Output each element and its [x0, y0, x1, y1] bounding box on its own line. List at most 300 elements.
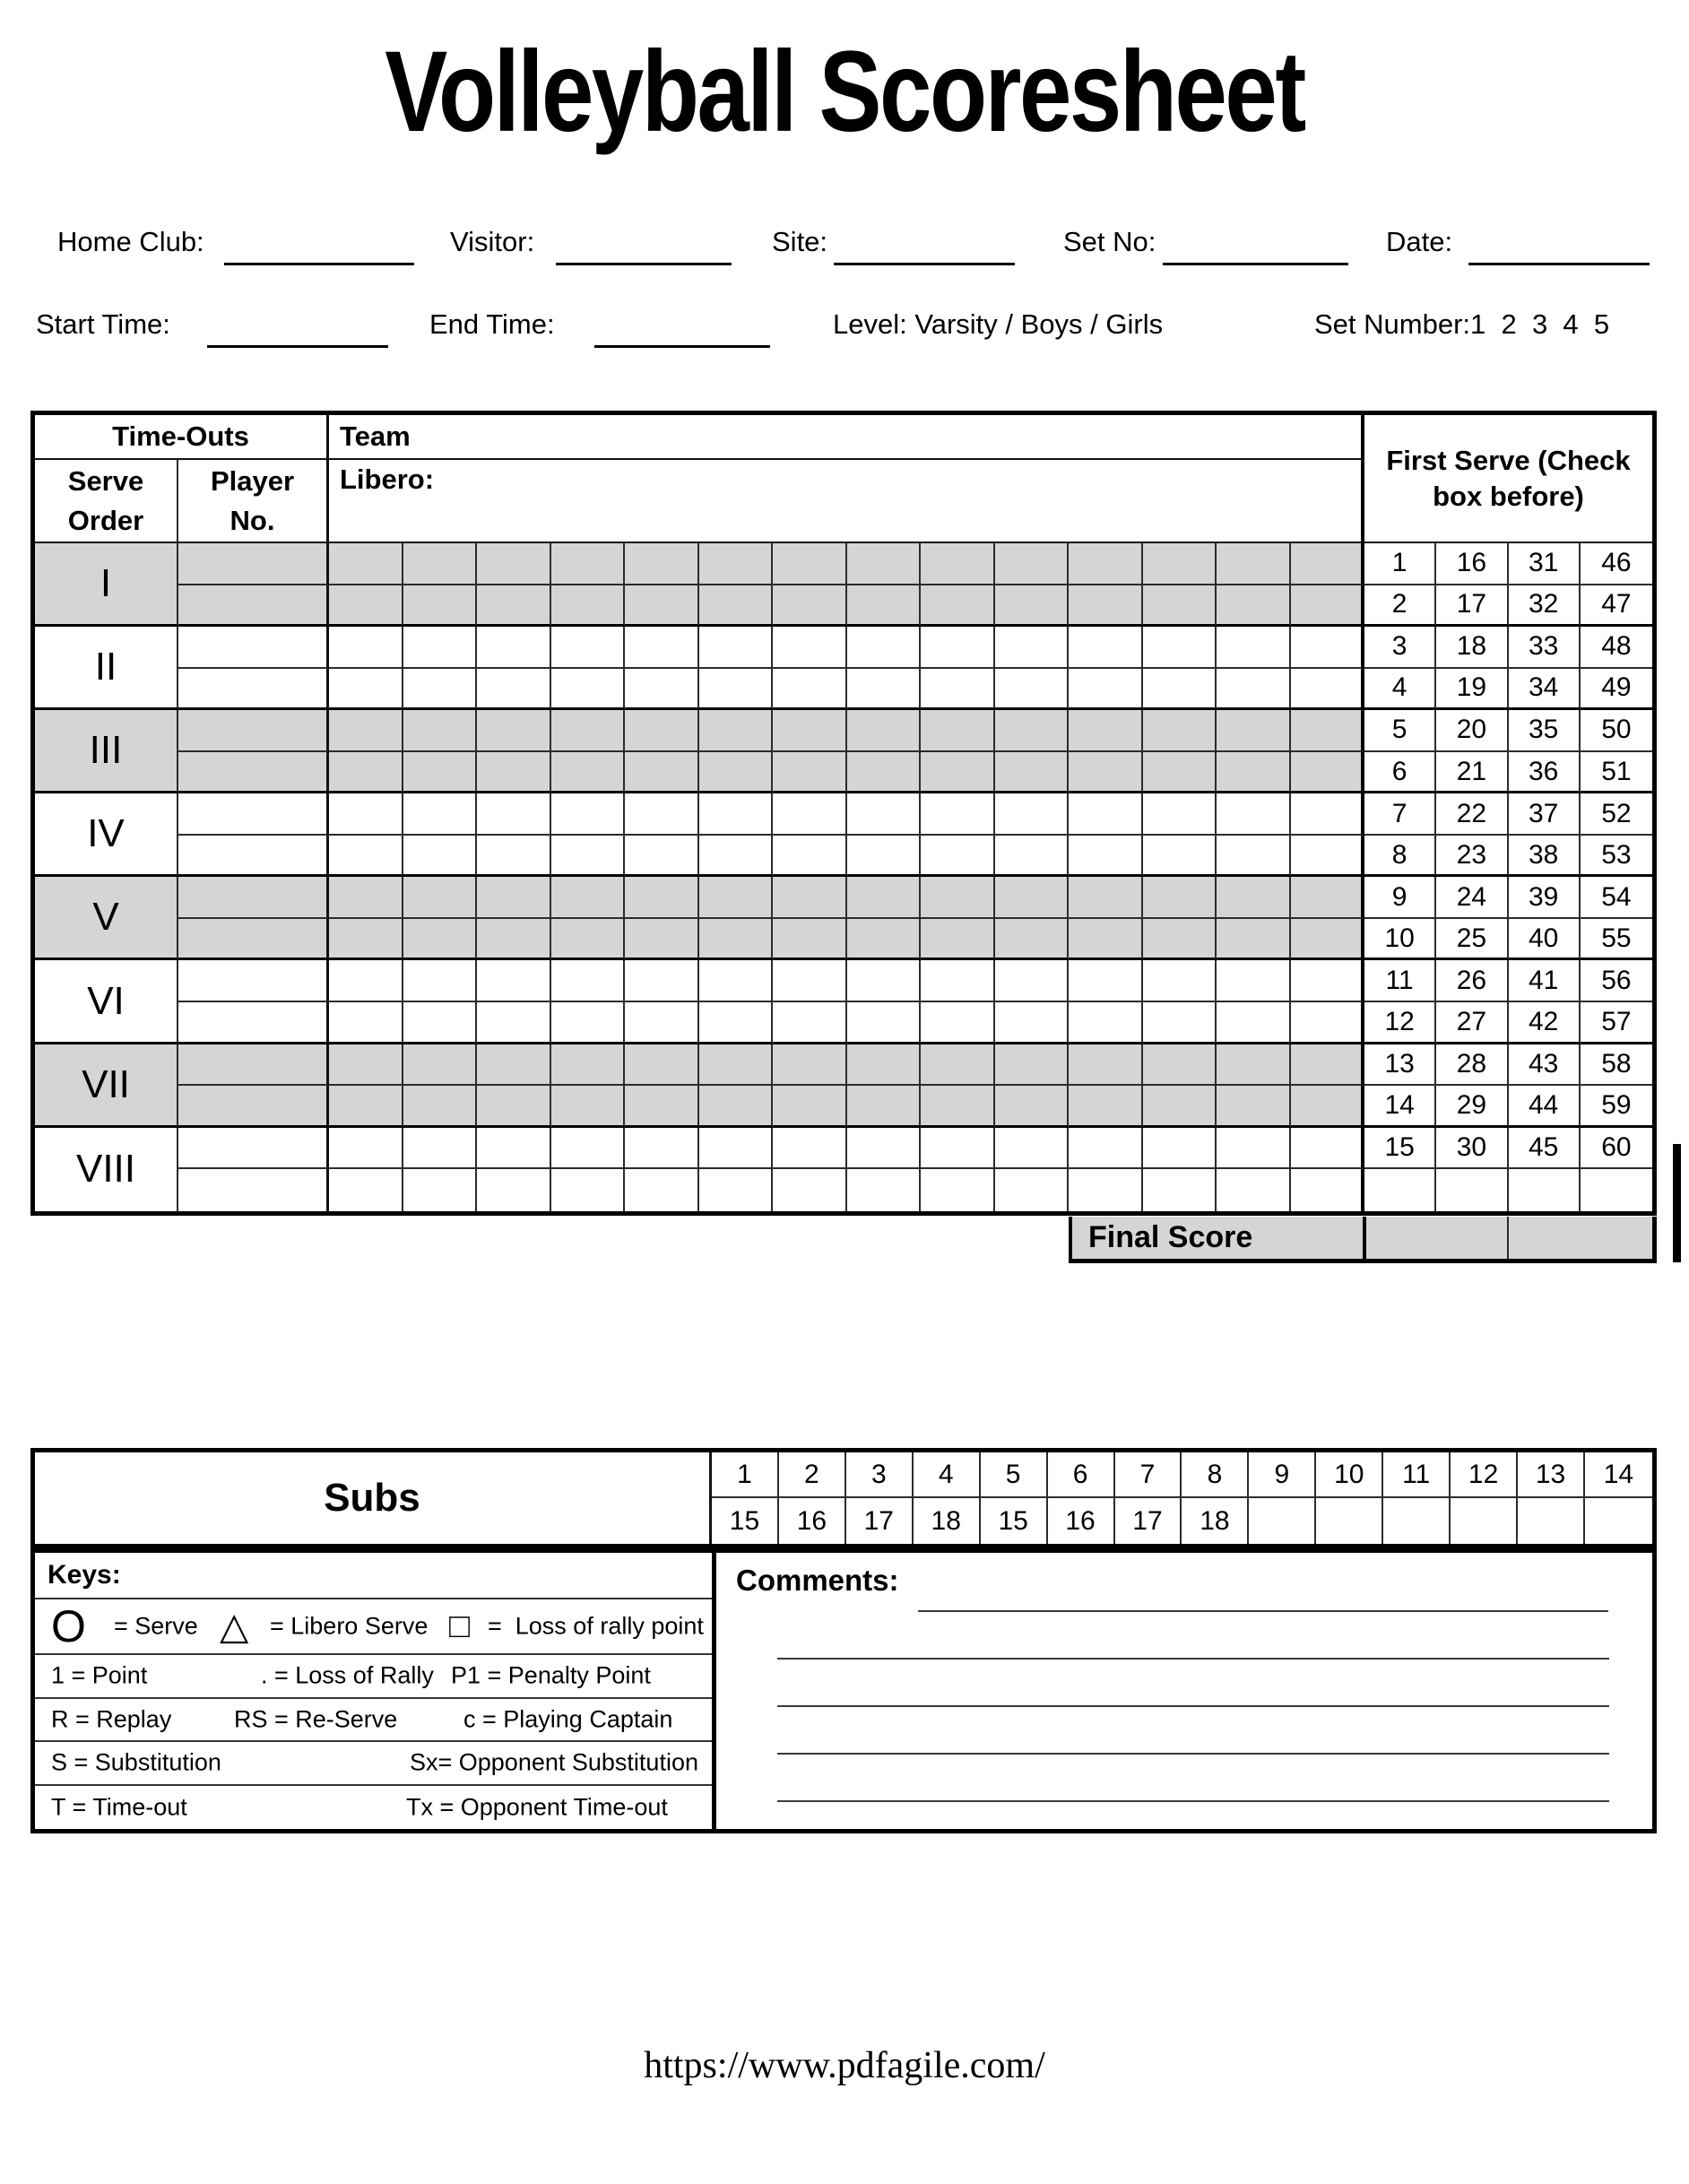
score-cell[interactable]: [1143, 1169, 1217, 1211]
score-cell[interactable]: [847, 710, 922, 752]
score-cell[interactable]: [699, 585, 774, 628]
score-cell[interactable]: [403, 710, 478, 752]
score-cell[interactable]: [921, 543, 995, 585]
subs-number-cell[interactable]: 6: [1048, 1452, 1115, 1498]
score-cell[interactable]: [1143, 669, 1217, 711]
score-cell[interactable]: [477, 752, 551, 794]
first-serve-number-cell[interactable]: 27: [1436, 1002, 1508, 1044]
score-cell[interactable]: [773, 752, 847, 794]
score-cell[interactable]: [847, 585, 922, 628]
score-cell[interactable]: [1143, 793, 1217, 836]
subs-number-cell[interactable]: 9: [1249, 1452, 1316, 1498]
first-serve-number-cell[interactable]: 36: [1509, 752, 1581, 794]
score-cell[interactable]: [551, 1044, 626, 1087]
score-cell[interactable]: [1143, 1086, 1217, 1128]
score-cell[interactable]: [1291, 919, 1365, 961]
first-serve-number-cell[interactable]: 7: [1364, 793, 1436, 836]
score-cell[interactable]: [995, 585, 1070, 628]
score-cell[interactable]: [403, 627, 478, 669]
score-cell[interactable]: [625, 752, 699, 794]
first-serve-number-cell[interactable]: 45: [1509, 1128, 1581, 1170]
score-cell[interactable]: [847, 836, 922, 878]
score-cell[interactable]: [551, 585, 626, 628]
subs-number-cell[interactable]: 11: [1383, 1452, 1451, 1498]
subs-number-cell[interactable]: 7: [1115, 1452, 1182, 1498]
score-cell[interactable]: [773, 1002, 847, 1044]
score-cell[interactable]: [403, 960, 478, 1002]
score-cell[interactable]: [1069, 585, 1143, 628]
first-serve-number-cell[interactable]: 20: [1436, 710, 1508, 752]
subs-number-cell[interactable]: 16: [779, 1498, 846, 1544]
first-serve-number-cell[interactable]: 43: [1509, 1044, 1581, 1087]
score-cell[interactable]: [329, 960, 403, 1002]
score-cell[interactable]: [625, 669, 699, 711]
score-cell[interactable]: [847, 919, 922, 961]
first-serve-number-cell[interactable]: 28: [1436, 1044, 1508, 1087]
score-cell[interactable]: [699, 960, 774, 1002]
score-cell[interactable]: [995, 710, 1070, 752]
score-cell[interactable]: [995, 1169, 1070, 1211]
score-cell[interactable]: [403, 1002, 478, 1044]
first-serve-number-cell[interactable]: 26: [1436, 960, 1508, 1002]
score-cell[interactable]: [847, 1086, 922, 1128]
subs-number-cell[interactable]: [1316, 1498, 1383, 1544]
score-cell[interactable]: [551, 1169, 626, 1211]
first-serve-number-cell[interactable]: 41: [1509, 960, 1581, 1002]
score-cell[interactable]: [551, 960, 626, 1002]
score-cell[interactable]: [1291, 1086, 1365, 1128]
score-cell[interactable]: [995, 1044, 1070, 1087]
score-cell[interactable]: [1291, 1169, 1365, 1211]
score-cell[interactable]: [847, 752, 922, 794]
score-cell[interactable]: [403, 1128, 478, 1170]
score-cell[interactable]: [1291, 877, 1365, 919]
comment-line[interactable]: [777, 1705, 1609, 1707]
first-serve-number-cell[interactable]: 32: [1509, 585, 1581, 628]
first-serve-number-cell[interactable]: 56: [1581, 960, 1652, 1002]
subs-number-cell[interactable]: [1451, 1498, 1518, 1544]
subs-number-cell[interactable]: 8: [1182, 1452, 1249, 1498]
score-cell[interactable]: [995, 877, 1070, 919]
first-serve-number-cell[interactable]: 19: [1436, 669, 1508, 711]
score-cell[interactable]: [773, 585, 847, 628]
player-no-cell[interactable]: [178, 710, 329, 752]
score-cell[interactable]: [699, 1169, 774, 1211]
player-no-cell[interactable]: [178, 1086, 329, 1128]
score-cell[interactable]: [329, 585, 403, 628]
first-serve-number-cell[interactable]: 42: [1509, 1002, 1581, 1044]
score-cell[interactable]: [1069, 877, 1143, 919]
score-cell[interactable]: [921, 627, 995, 669]
subs-number-cell[interactable]: 17: [846, 1498, 914, 1544]
score-cell[interactable]: [625, 585, 699, 628]
score-cell[interactable]: [1217, 960, 1291, 1002]
first-serve-number-cell[interactable]: 4: [1364, 669, 1436, 711]
score-cell[interactable]: [1291, 1128, 1365, 1170]
first-serve-number-cell[interactable]: 15: [1364, 1128, 1436, 1170]
player-no-cell[interactable]: [178, 793, 329, 836]
score-cell[interactable]: [477, 710, 551, 752]
home-club-field[interactable]: [224, 263, 414, 265]
score-cell[interactable]: [403, 1086, 478, 1128]
comment-line[interactable]: [918, 1610, 1608, 1612]
subs-number-cell[interactable]: [1249, 1498, 1316, 1544]
score-cell[interactable]: [699, 669, 774, 711]
score-cell[interactable]: [921, 877, 995, 919]
score-cell[interactable]: [1143, 627, 1217, 669]
score-cell[interactable]: [403, 543, 478, 585]
score-cell[interactable]: [1217, 919, 1291, 961]
subs-number-cell[interactable]: [1518, 1498, 1585, 1544]
score-cell[interactable]: [921, 585, 995, 628]
score-cell[interactable]: [329, 1169, 403, 1211]
score-cell[interactable]: [1291, 1002, 1365, 1044]
score-cell[interactable]: [1069, 669, 1143, 711]
subs-number-cell[interactable]: 2: [779, 1452, 846, 1498]
first-serve-number-cell[interactable]: 17: [1436, 585, 1508, 628]
first-serve-number-cell[interactable]: 44: [1509, 1086, 1581, 1128]
score-cell[interactable]: [1069, 960, 1143, 1002]
score-cell[interactable]: [1069, 543, 1143, 585]
score-cell[interactable]: [773, 1044, 847, 1087]
player-no-cell[interactable]: [178, 836, 329, 878]
score-cell[interactable]: [995, 919, 1070, 961]
score-cell[interactable]: [847, 1002, 922, 1044]
score-cell[interactable]: [995, 627, 1070, 669]
score-cell[interactable]: [1069, 1086, 1143, 1128]
score-cell[interactable]: [477, 836, 551, 878]
score-cell[interactable]: [625, 960, 699, 1002]
subs-number-cell[interactable]: 10: [1316, 1452, 1383, 1498]
first-serve-number-cell[interactable]: 46: [1581, 543, 1652, 585]
comment-line[interactable]: [777, 1658, 1609, 1660]
first-serve-number-cell[interactable]: 22: [1436, 793, 1508, 836]
score-cell[interactable]: [995, 1128, 1070, 1170]
score-cell[interactable]: [995, 960, 1070, 1002]
score-cell[interactable]: [551, 1128, 626, 1170]
first-serve-number-cell[interactable]: 39: [1509, 877, 1581, 919]
score-cell[interactable]: [477, 627, 551, 669]
score-cell[interactable]: [551, 1086, 626, 1128]
score-cell[interactable]: [625, 627, 699, 669]
score-cell[interactable]: [995, 836, 1070, 878]
score-cell[interactable]: [921, 793, 995, 836]
score-cell[interactable]: [1217, 1128, 1291, 1170]
score-cell[interactable]: [1143, 1128, 1217, 1170]
first-serve-number-cell[interactable]: 13: [1364, 1044, 1436, 1087]
score-cell[interactable]: [699, 793, 774, 836]
first-serve-number-cell[interactable]: 31: [1509, 543, 1581, 585]
score-cell[interactable]: [773, 793, 847, 836]
libero-cell[interactable]: Libero:: [329, 460, 1364, 543]
final-score-home-cell[interactable]: [1366, 1217, 1510, 1259]
score-cell[interactable]: [1217, 1044, 1291, 1087]
score-cell[interactable]: [329, 1128, 403, 1170]
score-cell[interactable]: [329, 627, 403, 669]
score-cell[interactable]: [403, 836, 478, 878]
first-serve-number-cell[interactable]: 11: [1364, 960, 1436, 1002]
score-cell[interactable]: [1217, 543, 1291, 585]
date-field[interactable]: [1468, 263, 1650, 265]
score-cell[interactable]: [1291, 1044, 1365, 1087]
player-no-cell[interactable]: [178, 585, 329, 628]
score-cell[interactable]: [1143, 543, 1217, 585]
score-cell[interactable]: [1069, 627, 1143, 669]
score-cell[interactable]: [847, 543, 922, 585]
visitor-field[interactable]: [556, 263, 732, 265]
subs-number-cell[interactable]: [1383, 1498, 1451, 1544]
score-cell[interactable]: [773, 836, 847, 878]
first-serve-number-cell[interactable]: 23: [1436, 836, 1508, 878]
score-cell[interactable]: [847, 627, 922, 669]
score-cell[interactable]: [625, 1044, 699, 1087]
score-cell[interactable]: [847, 877, 922, 919]
score-cell[interactable]: [1291, 669, 1365, 711]
score-cell[interactable]: [773, 669, 847, 711]
score-cell[interactable]: [847, 793, 922, 836]
score-cell[interactable]: [477, 1044, 551, 1087]
score-cell[interactable]: [625, 1128, 699, 1170]
first-serve-number-cell[interactable]: 25: [1436, 919, 1508, 961]
first-serve-number-cell[interactable]: 40: [1509, 919, 1581, 961]
score-cell[interactable]: [1069, 793, 1143, 836]
first-serve-number-cell[interactable]: 51: [1581, 752, 1652, 794]
first-serve-number-cell[interactable]: 18: [1436, 627, 1508, 669]
score-cell[interactable]: [773, 960, 847, 1002]
score-cell[interactable]: [1291, 836, 1365, 878]
score-cell[interactable]: [551, 627, 626, 669]
score-cell[interactable]: [1217, 627, 1291, 669]
player-no-cell[interactable]: [178, 627, 329, 669]
score-cell[interactable]: [477, 793, 551, 836]
first-serve-number-cell[interactable]: 48: [1581, 627, 1652, 669]
score-cell[interactable]: [1143, 919, 1217, 961]
first-serve-number-cell[interactable]: 9: [1364, 877, 1436, 919]
score-cell[interactable]: [1291, 752, 1365, 794]
score-cell[interactable]: [329, 1044, 403, 1087]
score-cell[interactable]: [699, 627, 774, 669]
score-cell[interactable]: [847, 1044, 922, 1087]
first-serve-number-cell[interactable]: 47: [1581, 585, 1652, 628]
score-cell[interactable]: [1217, 1169, 1291, 1211]
score-cell[interactable]: [921, 836, 995, 878]
first-serve-number-cell[interactable]: 58: [1581, 1044, 1652, 1087]
score-cell[interactable]: [551, 669, 626, 711]
first-serve-number-cell[interactable]: 12: [1364, 1002, 1436, 1044]
score-cell[interactable]: [403, 585, 478, 628]
score-cell[interactable]: [699, 710, 774, 752]
score-cell[interactable]: [329, 710, 403, 752]
score-cell[interactable]: [699, 877, 774, 919]
score-cell[interactable]: [477, 1086, 551, 1128]
score-cell[interactable]: [329, 1086, 403, 1128]
score-cell[interactable]: [1217, 877, 1291, 919]
score-cell[interactable]: [921, 669, 995, 711]
first-serve-number-cell[interactable]: 29: [1436, 1086, 1508, 1128]
score-cell[interactable]: [477, 1002, 551, 1044]
score-cell[interactable]: [699, 1002, 774, 1044]
first-serve-number-cell[interactable]: 37: [1509, 793, 1581, 836]
subs-number-cell[interactable]: 1: [712, 1452, 779, 1498]
score-cell[interactable]: [773, 877, 847, 919]
score-cell[interactable]: [1069, 1002, 1143, 1044]
score-cell[interactable]: [1143, 877, 1217, 919]
subs-number-cell[interactable]: 12: [1451, 1452, 1518, 1498]
comment-line[interactable]: [777, 1753, 1609, 1755]
score-cell[interactable]: [1069, 1128, 1143, 1170]
subs-number-cell[interactable]: 14: [1585, 1452, 1652, 1498]
score-cell[interactable]: [1217, 836, 1291, 878]
score-cell[interactable]: [551, 919, 626, 961]
score-cell[interactable]: [403, 752, 478, 794]
score-cell[interactable]: [1291, 543, 1365, 585]
score-cell[interactable]: [1291, 960, 1365, 1002]
score-cell[interactable]: [921, 960, 995, 1002]
score-cell[interactable]: [329, 919, 403, 961]
subs-number-cell[interactable]: 15: [712, 1498, 779, 1544]
first-serve-number-cell[interactable]: 35: [1509, 710, 1581, 752]
score-cell[interactable]: [1291, 710, 1365, 752]
score-cell[interactable]: [403, 1044, 478, 1087]
score-cell[interactable]: [477, 1128, 551, 1170]
first-serve-number-cell[interactable]: 16: [1436, 543, 1508, 585]
subs-number-cell[interactable]: 16: [1048, 1498, 1115, 1544]
first-serve-number-cell[interactable]: 10: [1364, 919, 1436, 961]
team-name-cell[interactable]: Team: [329, 415, 1364, 460]
set-no-field[interactable]: [1163, 263, 1348, 265]
score-cell[interactable]: [551, 543, 626, 585]
first-serve-number-cell[interactable]: 30: [1436, 1128, 1508, 1170]
score-cell[interactable]: [847, 1169, 922, 1211]
score-cell[interactable]: [329, 543, 403, 585]
score-cell[interactable]: [403, 793, 478, 836]
score-cell[interactable]: [1217, 585, 1291, 628]
score-cell[interactable]: [403, 669, 478, 711]
score-cell[interactable]: [551, 1002, 626, 1044]
score-cell[interactable]: [1069, 1044, 1143, 1087]
final-score-visitor-cell[interactable]: [1509, 1217, 1652, 1259]
score-cell[interactable]: [995, 752, 1070, 794]
score-cell[interactable]: [699, 752, 774, 794]
score-cell[interactable]: [921, 752, 995, 794]
player-no-cell[interactable]: [178, 1002, 329, 1044]
score-cell[interactable]: [921, 919, 995, 961]
first-serve-number-cell[interactable]: 14: [1364, 1086, 1436, 1128]
score-cell[interactable]: [329, 1002, 403, 1044]
score-cell[interactable]: [1291, 627, 1365, 669]
score-cell[interactable]: [625, 1002, 699, 1044]
site-field[interactable]: [834, 263, 1015, 265]
score-cell[interactable]: [329, 793, 403, 836]
score-cell[interactable]: [773, 1169, 847, 1211]
score-cell[interactable]: [699, 1128, 774, 1170]
first-serve-number-cell[interactable]: 49: [1581, 669, 1652, 711]
first-serve-number-cell[interactable]: 55: [1581, 919, 1652, 961]
score-cell[interactable]: [1291, 585, 1365, 628]
score-cell[interactable]: [1143, 1002, 1217, 1044]
score-cell[interactable]: [551, 877, 626, 919]
score-cell[interactable]: [625, 710, 699, 752]
score-cell[interactable]: [551, 752, 626, 794]
score-cell[interactable]: [1069, 836, 1143, 878]
score-cell[interactable]: [1217, 752, 1291, 794]
score-cell[interactable]: [625, 877, 699, 919]
score-cell[interactable]: [403, 1169, 478, 1211]
first-serve-number-cell[interactable]: 54: [1581, 877, 1652, 919]
score-cell[interactable]: [1069, 1169, 1143, 1211]
score-cell[interactable]: [329, 836, 403, 878]
first-serve-number-cell[interactable]: 53: [1581, 836, 1652, 878]
score-cell[interactable]: [1217, 1002, 1291, 1044]
score-cell[interactable]: [699, 919, 774, 961]
score-cell[interactable]: [995, 543, 1070, 585]
score-cell[interactable]: [1143, 752, 1217, 794]
score-cell[interactable]: [329, 752, 403, 794]
subs-number-cell[interactable]: 15: [981, 1498, 1048, 1544]
first-serve-number-cell[interactable]: [1364, 1169, 1436, 1211]
first-serve-number-cell[interactable]: 21: [1436, 752, 1508, 794]
score-cell[interactable]: [477, 960, 551, 1002]
score-cell[interactable]: [625, 1169, 699, 1211]
score-cell[interactable]: [773, 627, 847, 669]
score-cell[interactable]: [477, 877, 551, 919]
score-cell[interactable]: [773, 710, 847, 752]
score-cell[interactable]: [1143, 960, 1217, 1002]
subs-number-cell[interactable]: 18: [914, 1498, 981, 1544]
first-serve-number-cell[interactable]: [1436, 1169, 1508, 1211]
score-cell[interactable]: [995, 1086, 1070, 1128]
first-serve-number-cell[interactable]: 50: [1581, 710, 1652, 752]
score-cell[interactable]: [1069, 752, 1143, 794]
score-cell[interactable]: [847, 1128, 922, 1170]
first-serve-number-cell[interactable]: 57: [1581, 1002, 1652, 1044]
player-no-cell[interactable]: [178, 919, 329, 961]
first-serve-number-cell[interactable]: 8: [1364, 836, 1436, 878]
score-cell[interactable]: [403, 919, 478, 961]
score-cell[interactable]: [1143, 1044, 1217, 1087]
first-serve-number-cell[interactable]: 59: [1581, 1086, 1652, 1128]
subs-number-cell[interactable]: 13: [1518, 1452, 1585, 1498]
score-cell[interactable]: [921, 1169, 995, 1211]
subs-number-cell[interactable]: 18: [1182, 1498, 1249, 1544]
score-cell[interactable]: [995, 1002, 1070, 1044]
score-cell[interactable]: [477, 919, 551, 961]
score-cell[interactable]: [477, 585, 551, 628]
subs-number-cell[interactable]: [1585, 1498, 1652, 1544]
first-serve-number-cell[interactable]: 33: [1509, 627, 1581, 669]
score-cell[interactable]: [699, 1086, 774, 1128]
score-cell[interactable]: [773, 1086, 847, 1128]
score-cell[interactable]: [625, 793, 699, 836]
score-cell[interactable]: [995, 793, 1070, 836]
player-no-cell[interactable]: [178, 543, 329, 585]
score-cell[interactable]: [1217, 669, 1291, 711]
first-serve-number-cell[interactable]: 24: [1436, 877, 1508, 919]
first-serve-number-cell[interactable]: 6: [1364, 752, 1436, 794]
score-cell[interactable]: [477, 543, 551, 585]
score-cell[interactable]: [1291, 793, 1365, 836]
score-cell[interactable]: [773, 543, 847, 585]
score-cell[interactable]: [1069, 919, 1143, 961]
score-cell[interactable]: [1217, 710, 1291, 752]
score-cell[interactable]: [847, 960, 922, 1002]
score-cell[interactable]: [329, 669, 403, 711]
score-cell[interactable]: [625, 543, 699, 585]
start-time-field[interactable]: [207, 345, 388, 348]
comment-line[interactable]: [777, 1800, 1609, 1802]
player-no-cell[interactable]: [178, 1044, 329, 1087]
score-cell[interactable]: [995, 669, 1070, 711]
